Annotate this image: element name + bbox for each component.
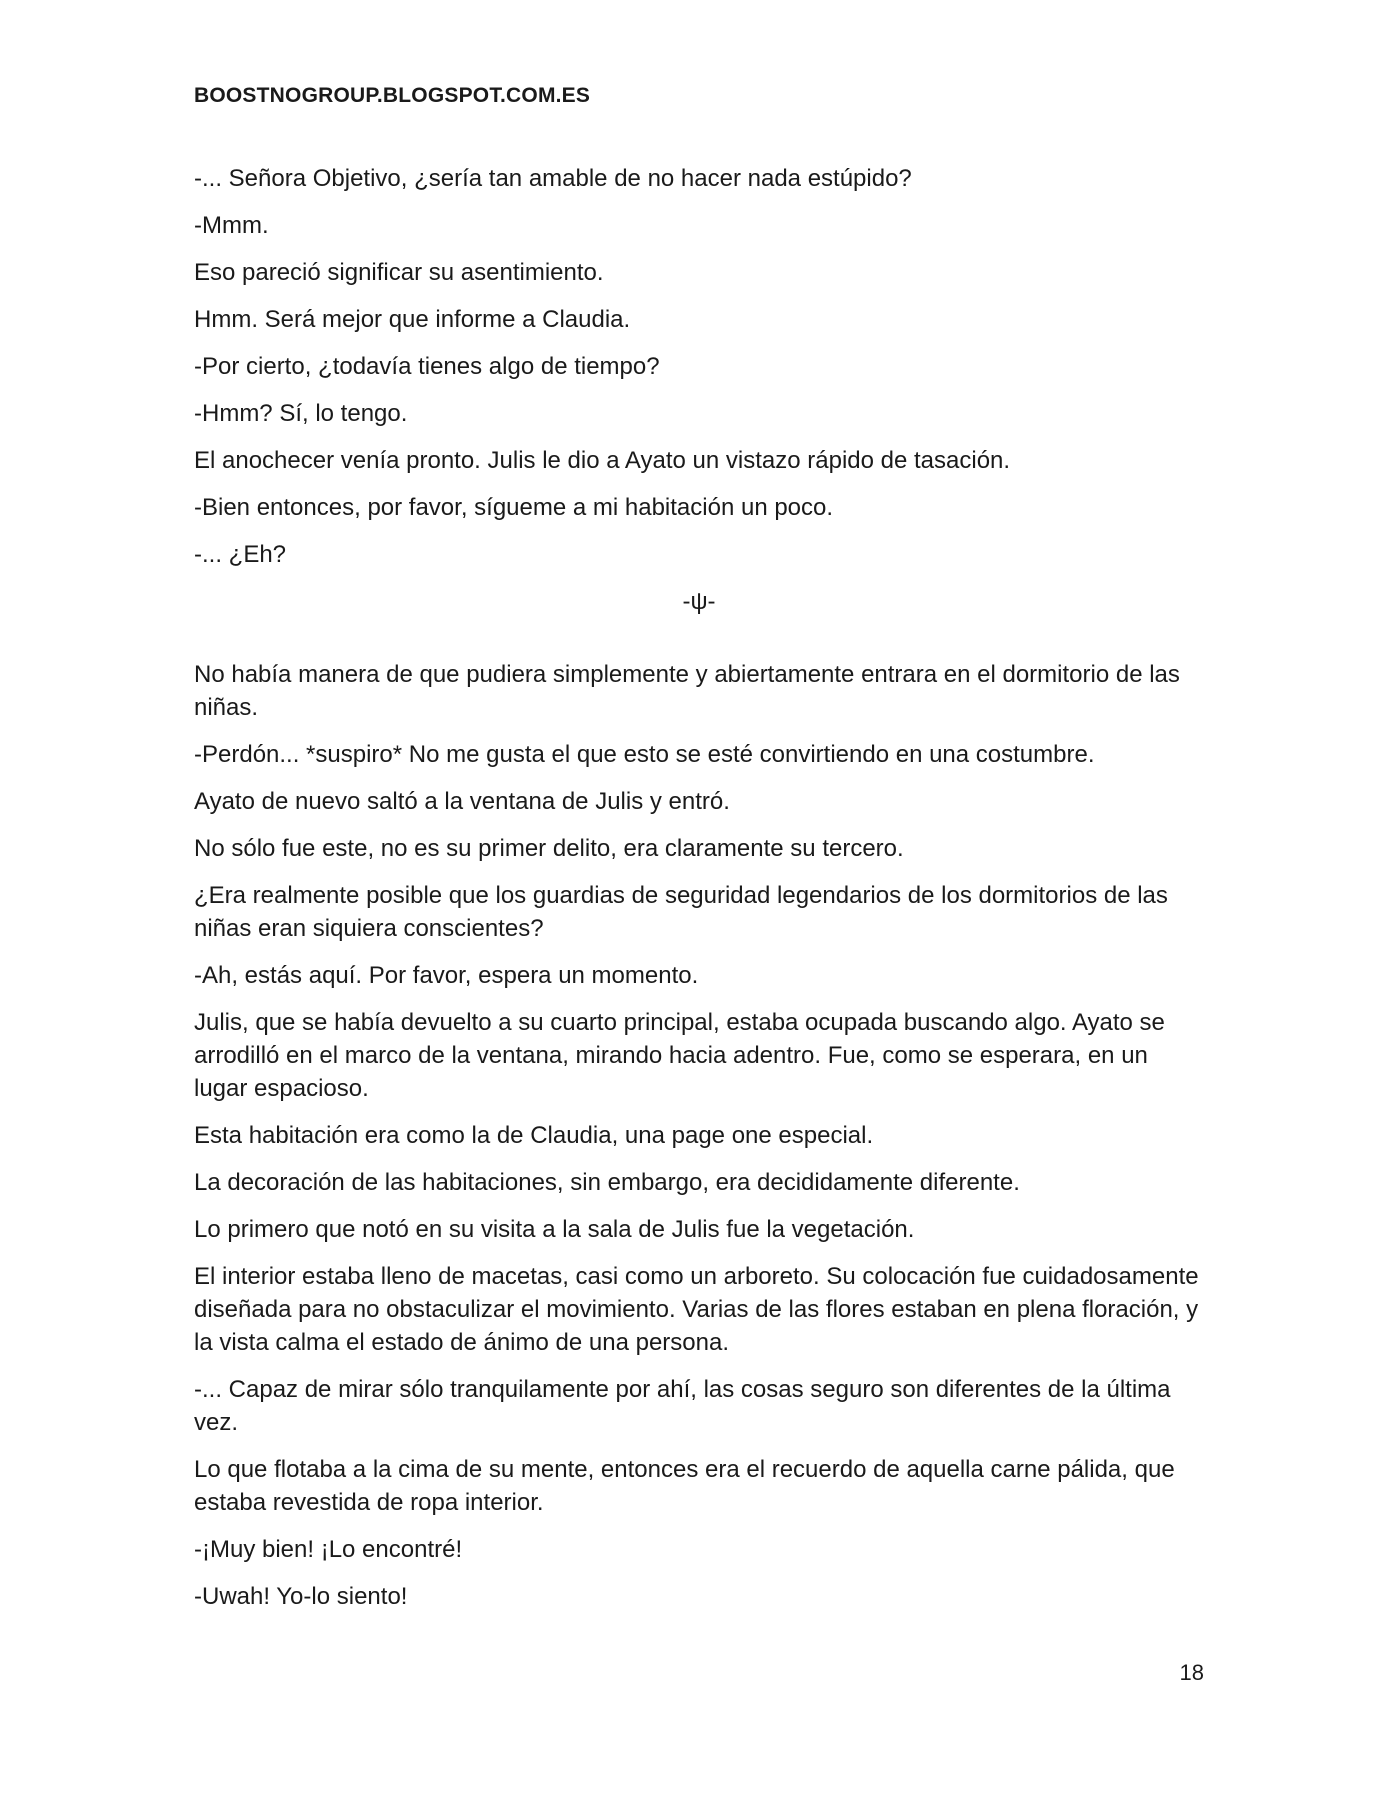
paragraph: Esta habitación era como la de Claudia, una page one especial.	[194, 1122, 874, 1149]
paragraph: -Bien entonces, por favor, sígueme a mi habitación un poco.	[194, 494, 834, 521]
paragraph: -Hmm? Sí, lo tengo.	[194, 400, 408, 427]
scene-separator: -ψ-	[682, 588, 716, 615]
paragraph: Eso pareció significar su asentimiento.	[194, 259, 604, 286]
paragraph: El anochecer venía pronto. Julis le dio a Ayato un vistazo rápido de tasación.	[194, 447, 1011, 474]
paragraph: No había manera de que pudiera simplemente y abiertamente entrara en el dormitorio de las niñas.	[194, 661, 1180, 721]
paragraph: -... Señora Objetivo, ¿sería tan amable de no hacer nada estúpido?	[194, 165, 912, 192]
paragraph: -Perdón... *suspiro* No me gusta el que esto se esté convirtiendo en una costumbre.	[194, 741, 1095, 768]
paragraph: La decoración de las habitaciones, sin embargo, era decididamente diferente.	[194, 1169, 1020, 1196]
paragraph: -Uwah! Yo-lo siento!	[194, 1583, 408, 1610]
paragraph: El interior estaba lleno de macetas, casi como un arboreto. Su colocación fue cuidadosamente diseñada para no obstaculizar el movimiento. Varias de las flores estaban en plena floración, y la vista calma el estado de ánimo de una persona.	[194, 1263, 1199, 1356]
paragraph: -Ah, estás aquí. Por favor, espera un momento.	[194, 962, 699, 989]
paragraph: -... ¿Eh?	[194, 541, 287, 568]
paragraph: No sólo fue este, no es su primer delito, era claramente su tercero.	[194, 835, 904, 862]
body-text	[194, 162, 1204, 1627]
page-number: 18	[1179, 1660, 1204, 1685]
paragraph: -Mmm.	[194, 212, 269, 239]
paragraph: Lo que flotaba a la cima de su mente, entonces era el recuerdo de aquella carne pálida, que estaba revestida de ropa interior.	[194, 1456, 1175, 1516]
paragraph: ¿Era realmente posible que los guardias de seguridad legendarios de los dormitorios de las niñas eran siquiera conscientes?	[194, 882, 1168, 942]
paragraph: Julis, que se había devuelto a su cuarto principal, estaba ocupada buscando algo. Ayato se arrodilló en el marco de la ventana, mirando hacia adentro. Fue, como se esperara, en un lugar espacioso.	[194, 1009, 1165, 1102]
paragraph: -¡Muy bien! ¡Lo encontré!	[194, 1536, 463, 1563]
paragraph: -Por cierto, ¿todavía tienes algo de tiempo?	[194, 353, 660, 380]
paragraph: Hmm. Será mejor que informe a Claudia.	[194, 306, 631, 333]
paragraph: -... Capaz de mirar sólo tranquilamente por ahí, las cosas seguro son diferentes de la última vez.	[194, 1376, 1171, 1436]
paragraph: Ayato de nuevo saltó a la ventana de Julis y entró.	[194, 788, 730, 815]
paragraph: Lo primero que notó en su visita a la sala de Julis fue la vegetación.	[194, 1216, 915, 1243]
page-header: BOOSTNOGROUP.BLOGSPOT.COM.ES	[194, 84, 591, 107]
